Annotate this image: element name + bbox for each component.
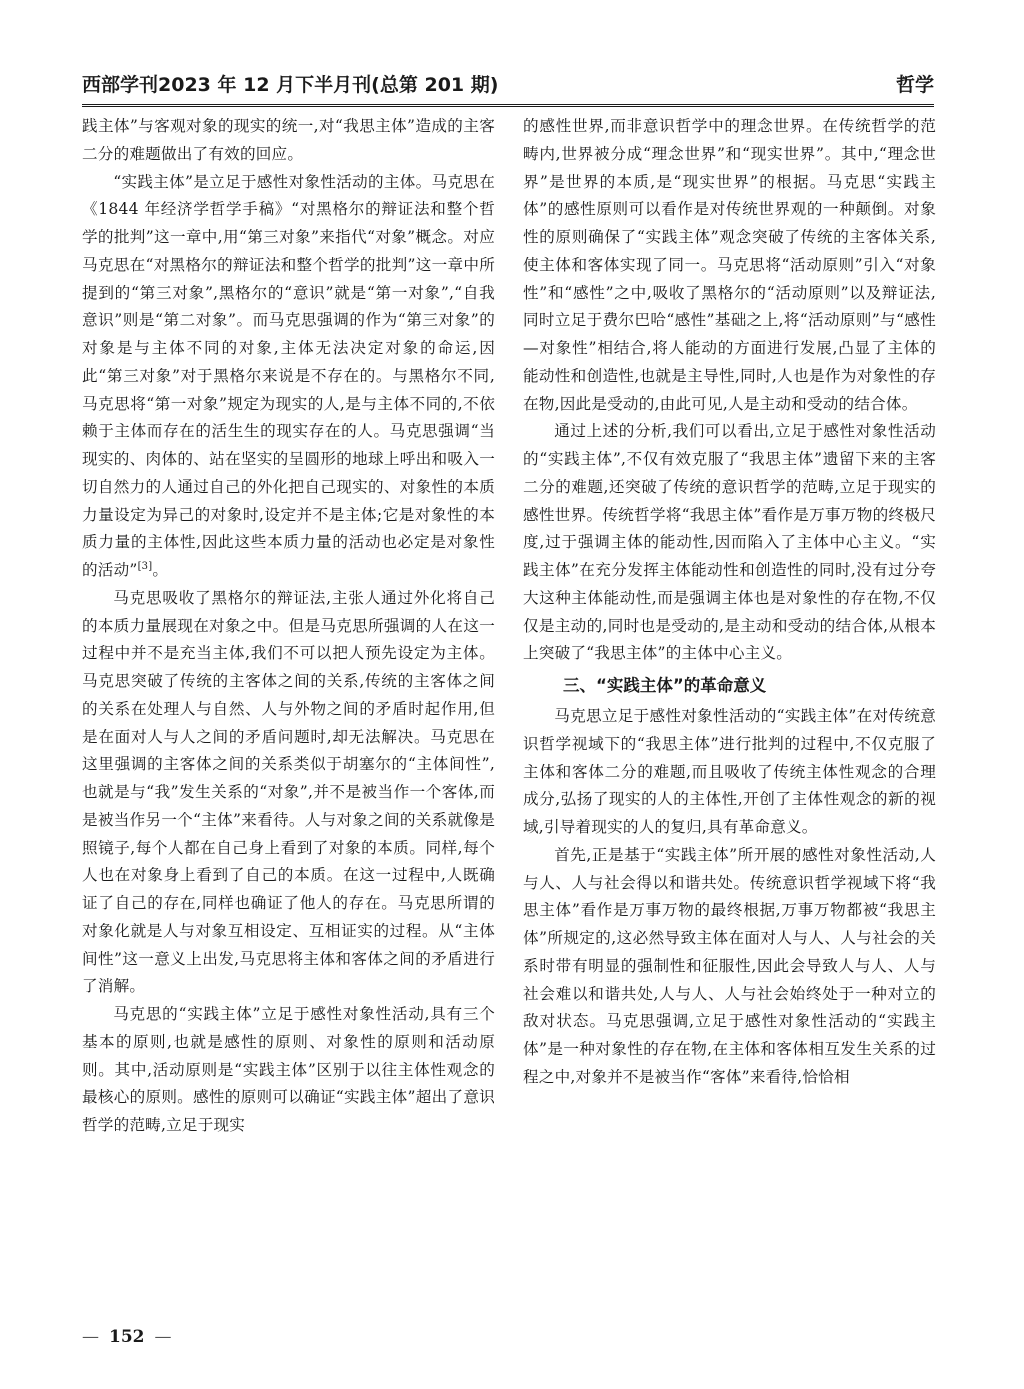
journal-issue-line [82,70,498,97]
header-rule [82,104,934,107]
paragraph-text: “实践主体”是立足于感性对象性活动的主体。马克思在《1844 年经济学哲学手稿》“对黑格尔的辩证法和整个哲学的批判”这一章中,用“第三对象”来指代“对象”概念。对应马克思在“对黑格尔的辩证法和整个哲学的批判”这一章中所提到的“第三对象”,黑格尔的“意识”就是“第一对象”,“自我意识”则是“第二对象”。而马克思强调的作为“第三对象”的对象是与主体不同的对象,主体无法决定对象的命运,因此“第三对象”对于黑格尔来说是不存在的。与黑格尔不同,马克思将“第一对象”规定为现实的人,是与主体不同的,不依赖于主体而存在的活生生的现实存在的人。马克思强调“当现实的、肉体的、站在坚实的呈圆形的地球上呼出和吸入一切自然力的人通过自己的外化把自己现实的、对象性的本质力量设定为异己的对象时,设定并不是主体;它是对象性的本质力量的主体性,因此这些本质力量的活动也必定是对象性的活动” [82,172,495,579]
footer-dash-right: — [154,1327,172,1347]
running-header [82,70,934,100]
left-column [82,113,495,1325]
section-name: 哲学 [895,74,934,96]
paragraph: 通过上述的分析,我们可以看出,立足于感性对象性活动的“实践主体”,不仅有效克服了“我思主体”遗留下来的主客二分的难题,还突破了传统的意识哲学的范畴,立足于现实的感性世界。传统哲学将“我思主体”看作是万事万物的终极尺度,过于强调主体的能动性,因而陷入了主体中心主义。“实践主体”在充分发挥主体能动性和创造性的同时,没有过分夸大这种主体能动性,而是强调主体也是对象性的存在物,不仅仅是主动的,同时也是受动的,是主动和受动的结合体,从根本上突破了“我思主体”的主体中心主义。 [523,422,936,663]
page-footer [82,1327,172,1347]
citation-mark: [3] [137,560,153,572]
paragraph [82,169,495,585]
issue-info: 2023 年 12 月下半月刊(总第 201 期) [158,74,499,96]
paragraph-end: 。 [152,561,169,579]
paragraph: 马克思的“实践主体”立足于感性对象性活动,具有三个基本的原则,也就是感性的原则、对象性的原则和活动原则。其中,活动原则是“实践主体”区别于以往主体性观念的最核心的原则。感性的原则可以确证“实践主体”超出了意识哲学的范畴,立足于现实 [82,1005,495,1134]
paragraph: 践主体”与客观对象的现实的统一,对“我思主体”造成的主客二分的难题做出了有效的回应。 [82,117,495,163]
paragraph: 马克思吸收了黑格尔的辩证法,主张人通过外化将自己的本质力量展现在对象之中。但是马克思所强调的人在这一过程中并不是充当主体,我们不可以把人预先设定为主体。马克思突破了传统的主客体之间的关系,传统的主客体之间的关系在处理人与自然、人与外物之间的矛盾时起作用,但是在面对人与人之间的矛盾问题时,却无法解决。马克思在这里强调的主客体之间的关系类似于胡塞尔的“主体间性”,也就是与“我”发生关系的“对象”,并不是被当作一个客体,而是被当作另一个“主体”来看待。人与对象之间的关系就像是照镜子,每个人都在自己身上看到了对象的本质。同样,每个人也在对象身上看到了自己的本质。在这一过程中,人既确证了自己的存在,同样也确证了他人的存在。马克思所谓的对象化就是人与对象互相设定、互相证实的过程。从“主体间性”这一意义上出发,马克思将主体和客体之间的矛盾进行了消解。 [82,588,495,996]
footer-dash-left: — [82,1327,99,1347]
paragraph: 的感性世界,而非意识哲学中的理念世界。在传统哲学的范畴内,世界被分成“理念世界”和“现实世界”。其中,“理念世界”是世界的本质,是“现实世界”的根据。马克思“实践主体”的感性原则可以看作是对传统世界观的一种颠倒。对象性的原则确保了“实践主体”观念突破了传统的主客体关系,使主体和客体实现了同一。马克思将“活动原则”引入“对象性”和“感性”之中,吸收了黑格尔的“活动原则”以及辩证法,同时立足于费尔巴哈“感性”基础之上,将“活动原则”与“感性—对象性”相结合,将人能动的方面进行发展,凸显了主体的能动性和创造性,也就是主导性,同时,人也是作为对象性的存在物,因此是受动的,由此可见,人是主动和受动的结合体。 [523,117,936,413]
journal-name: 西部学刊 [82,74,159,96]
paragraph: 马克思立足于感性对象性活动的“实践主体”在对传统意识哲学视域下的“我思主体”进行批判的过程中,不仅克服了主体和客体二分的难题,而且吸收了传统主体性观念的合理成分,弘扬了现实的人的主体性,开创了主体性观念的新的视域,引导着现实的人的复归,具有革命意义。 [523,707,936,836]
right-column [523,113,936,1335]
section-heading: 三、“实践主体”的革命意义 [563,676,767,695]
paragraph: 首先,正是基于“实践主体”所开展的感性对象性活动,人与人、人与社会得以和谐共处。传统意识哲学视域下将“我思主体”看作是万事万物的最终根据,万事万物都被“我思主体”所规定的,这必然导致主体在面对人与人、人与社会的关系时带有明显的强制性和征服性,因此会导致人与人、人与社会难以和谐共处,人与人、人与社会始终处于一种对立的敌对状态。马克思强调,立足于感性对象性活动的“实践主体”是一种对象性的存在物,在主体和客体相互发生关系的过程之中,对象并不是被当作“客体”来看待,恰恰相 [523,845,936,1086]
page-number: 152 [109,1327,145,1347]
